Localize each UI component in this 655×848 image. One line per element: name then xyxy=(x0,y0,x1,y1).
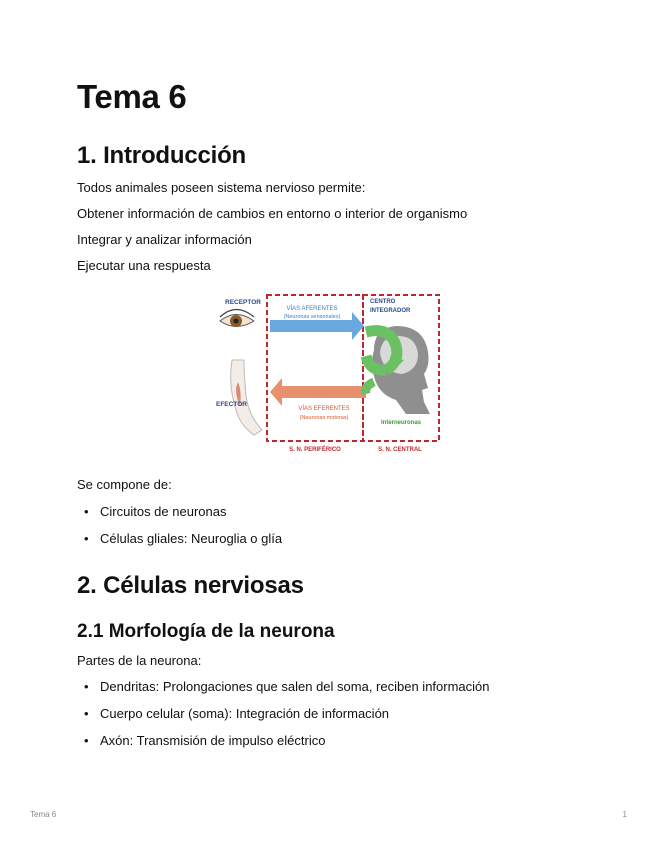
eye-icon xyxy=(220,310,254,328)
efector-label: EFECTOR xyxy=(216,401,247,408)
efferent-sub: (Neuronas motoras) xyxy=(299,415,349,421)
efferent-title: VÍAS EFERENTES xyxy=(298,406,350,412)
arm-icon xyxy=(231,360,262,435)
integrador-label: INTEGRADOR xyxy=(370,308,411,314)
list-item: • Axón: Transmisión de impulso eléctrico xyxy=(77,733,490,749)
receptor-label: RECEPTOR xyxy=(225,299,261,306)
afferent-sub: (Neuronas sensoriales) xyxy=(283,314,341,320)
list-item: • Dendritas: Prolongaciones que salen del soma, reciben información xyxy=(77,679,490,695)
intro-line: Integrar y analizar información xyxy=(77,232,252,247)
section2-heading: 2. Células nerviosas xyxy=(77,572,304,599)
intro-line: Todos animales poseen sistema nervioso permite: xyxy=(77,180,366,195)
sn-periferico-label: S. N. PERIFÉRICO xyxy=(289,447,341,453)
compose-label: Se compone de: xyxy=(77,477,172,492)
centro-label: CENTRO xyxy=(370,299,396,305)
section2-subheading: 2.1 Morfología de la neurona xyxy=(77,621,335,642)
list-item: • Células gliales: Neuroglia o glía xyxy=(77,531,282,547)
page-title: Tema 6 xyxy=(77,78,187,115)
footer-page-number: 1 xyxy=(622,810,627,819)
intro-line: Obtener información de cambios en entorno o interior de organismo xyxy=(77,206,468,221)
nervous-system-diagram xyxy=(214,290,444,458)
footer-left: Tema 6 xyxy=(30,810,57,819)
sn-central-label: S. N. CENTRAL xyxy=(378,447,422,453)
diagram-svg xyxy=(214,290,444,458)
efferent-arrow xyxy=(270,378,366,406)
parts-label: Partes de la neurona: xyxy=(77,653,202,668)
afferent-title: VÍAS AFERENTES xyxy=(286,306,338,312)
interneuronas-label: Interneuronas xyxy=(380,420,422,426)
intro-heading: 1. Introducción xyxy=(77,142,247,169)
list-item: • Circuitos de neuronas xyxy=(77,504,282,520)
intro-line: Ejecutar una respuesta xyxy=(77,258,211,273)
list-item: • Cuerpo celular (soma): Integración de información xyxy=(77,706,490,722)
parts-list xyxy=(77,679,490,749)
compose-list xyxy=(77,504,282,547)
